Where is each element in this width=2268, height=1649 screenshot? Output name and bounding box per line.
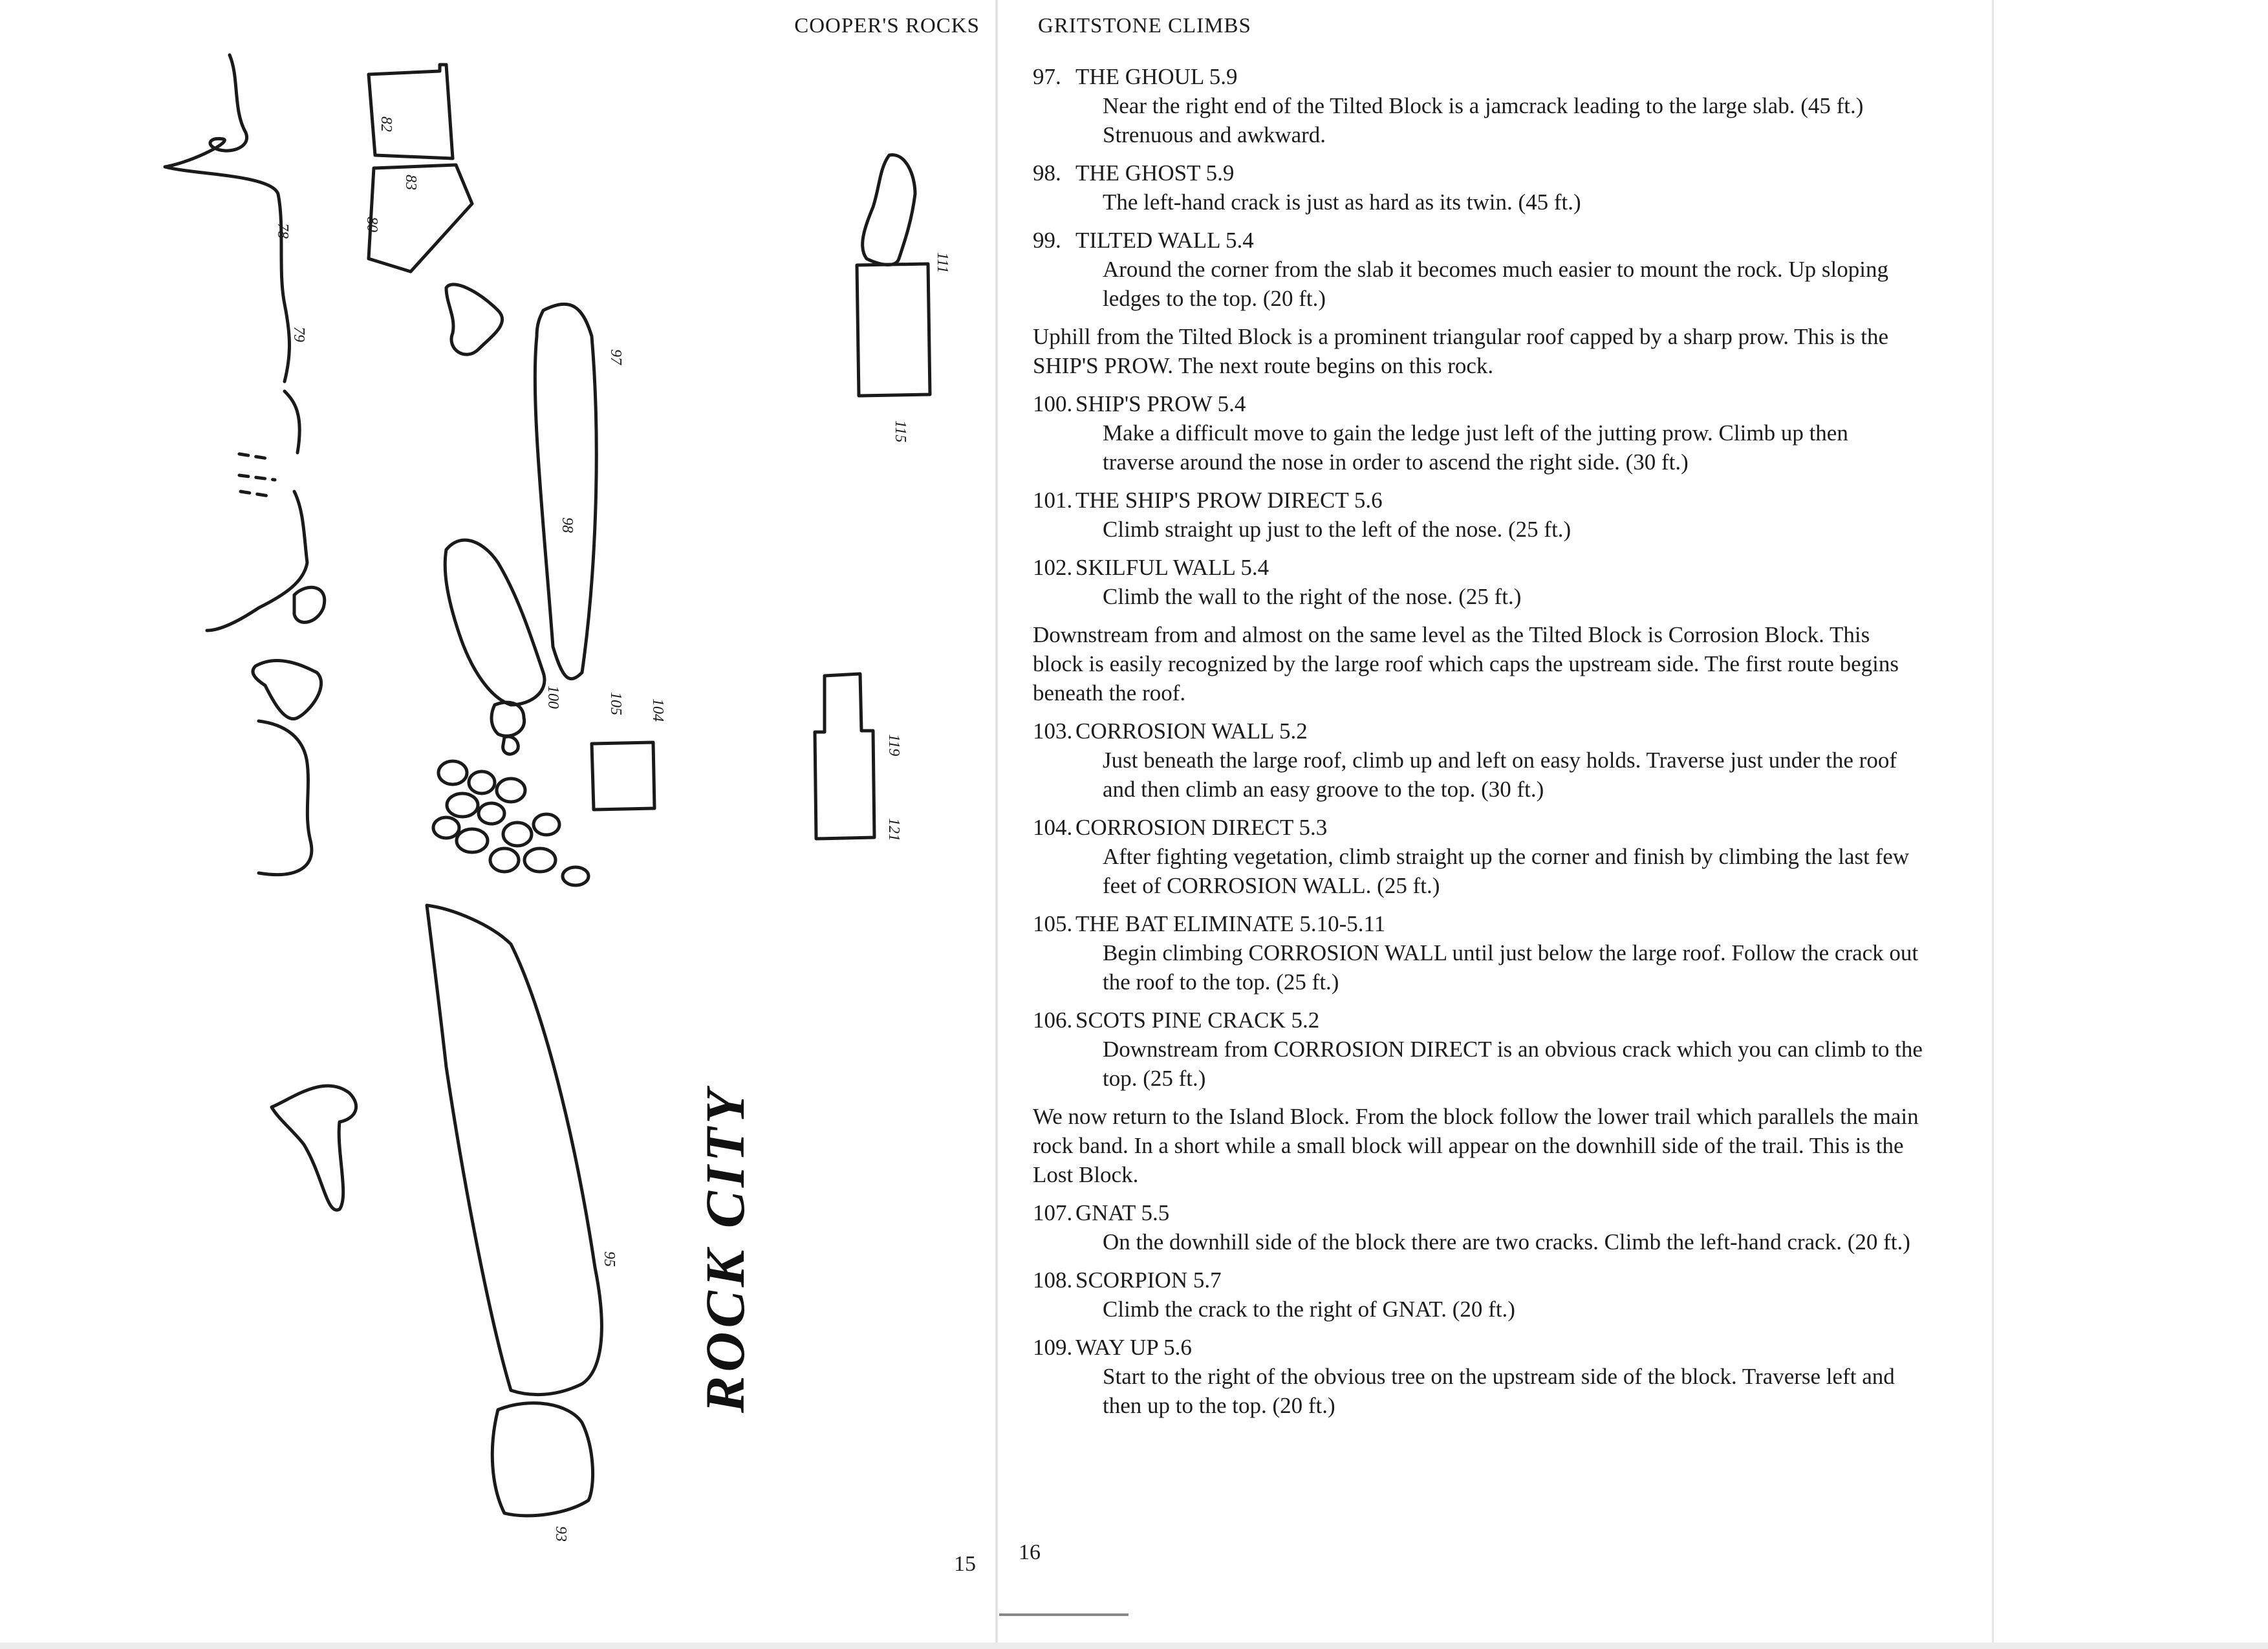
route-number: 108. (1033, 1267, 1073, 1293)
block-80-83 (369, 165, 472, 272)
route-description: Start to the right of the obvious tree on the upstream side of the block. Traverse left and then up to the top. (20 ft.) (1103, 1364, 1895, 1418)
route-name: GNAT 5.5 (1075, 1200, 1170, 1225)
approach-paragraph: Uphill from the Tilted Block is a prominent triangular roof capped by a sharp prow. This is the SHIP'S PROW. The next route begins on this rock. (1033, 324, 1888, 378)
route-104 (1033, 813, 1925, 900)
map-label-97: 97 (607, 349, 624, 365)
map-label-79: 79 (290, 327, 307, 342)
running-header-left: COOPER'S ROCKS (794, 14, 980, 38)
right-page (999, 0, 1998, 1649)
route-number: 105. (1033, 911, 1073, 936)
block-93 (492, 1403, 592, 1516)
rock-city-map (0, 0, 999, 1649)
block-97-98 (535, 304, 596, 678)
map-label-82: 82 (378, 116, 394, 132)
map-label-83: 83 (402, 175, 419, 190)
left-page (0, 0, 999, 1649)
block-82 (369, 65, 453, 158)
map-label-121: 121 (885, 818, 902, 841)
map-label-93: 93 (552, 1526, 569, 1542)
book-gutter (995, 0, 999, 1649)
block-111-prow (863, 155, 915, 265)
map-label-115: 115 (892, 420, 909, 443)
route-name: SCOTS PINE CRACK 5.2 (1075, 1008, 1320, 1033)
route-name: TILTED WALL 5.4 (1075, 228, 1254, 253)
route-name: THE GHOST 5.9 (1075, 160, 1235, 186)
route-description: Just beneath the large roof, climb up and left on easy holds. Traverse just under the roof and then climb an easy groove to the top. (30 ft.) (1103, 748, 1897, 802)
page-number-right: 16 (1019, 1540, 1041, 1564)
route-107 (1033, 1198, 1925, 1256)
route-name: THE BAT ELIMINATE 5.10-5.11 (1075, 911, 1386, 936)
route-number: 98. (1033, 160, 1061, 186)
map-label-95: 95 (601, 1251, 618, 1267)
route-name: CORROSION WALL 5.2 (1075, 718, 1308, 744)
page-edge-shadow (999, 1613, 1129, 1616)
route-98 (1033, 158, 1925, 217)
map-label-100: 100 (545, 685, 561, 709)
rock-band-bottom (259, 721, 312, 875)
map-label-98: 98 (559, 517, 576, 533)
route-102 (1033, 553, 1925, 611)
route-description: After fighting vegetation, climb straight up the corner and finish by climbing the last few feet of CORROSION WALL. (25 ft.) (1103, 844, 1910, 898)
route-name: SKILFUL WALL 5.4 (1075, 555, 1269, 580)
map-label-104: 104 (649, 698, 666, 722)
route-number: 99. (1033, 228, 1061, 253)
rock-band-dashes (239, 454, 275, 497)
route-103 (1033, 717, 1925, 804)
route-number: 107. (1033, 1200, 1073, 1225)
rock-band-mid (285, 391, 299, 453)
rock-band-upper (165, 55, 290, 382)
block-105 (592, 742, 654, 810)
small-boulder-100 (491, 702, 524, 736)
route-description: Near the right end of the Tilted Block is a jamcrack leading to the large slab. (45 ft.) (1103, 93, 1864, 118)
route-number: 109. (1033, 1335, 1073, 1360)
block-119-121 (815, 674, 874, 839)
map-label-119: 119 (885, 734, 902, 757)
route-100 (1033, 389, 1925, 477)
map-label-78: 78 (274, 223, 291, 239)
block-95 (427, 905, 601, 1395)
route-108 (1033, 1266, 1925, 1324)
route-name: CORROSION DIRECT 5.3 (1075, 815, 1328, 840)
route-99 (1033, 226, 1925, 313)
route-number: 101. (1033, 488, 1073, 513)
page-number-left: 15 (954, 1552, 976, 1576)
route-name: SHIP'S PROW 5.4 (1075, 391, 1246, 416)
route-description: Climb straight up just to the left of the nose. (25 ft.) (1103, 517, 1571, 542)
route-name: SCORPION 5.7 (1075, 1267, 1222, 1293)
route-description: On the downhill side of the block there are two cracks. Climb the left-hand crack. (20 ft.) (1103, 1229, 1910, 1255)
route-number: 97. (1033, 64, 1061, 89)
block-ships-prow (445, 540, 545, 705)
route-name: THE SHIP'S PROW DIRECT 5.6 (1075, 488, 1383, 513)
route-106 (1033, 1006, 1925, 1093)
route-number: 102. (1033, 555, 1073, 580)
map-label-111: 111 (934, 252, 951, 274)
route-description: Downstream from CORROSION DIRECT is an obvious crack which you can climb to the top. (25 ft.) (1103, 1037, 1923, 1091)
page-right-edge (1992, 0, 1994, 1649)
route-name: WAY UP 5.6 (1075, 1335, 1192, 1360)
route-description: Climb the wall to the right of the nose. (25 ft.) (1103, 584, 1522, 609)
route-105 (1033, 909, 1925, 997)
running-header-right: GRITSTONE CLIMBS (1038, 14, 1251, 38)
boulder-cluster-2 (253, 660, 321, 718)
route-description: The left-hand crack is just as hard as its twin. (45 ft.) (1103, 189, 1581, 215)
scan-bottom-edge (0, 1643, 2268, 1649)
route-name: THE GHOUL 5.9 (1075, 64, 1238, 89)
small-boulder-100b (503, 737, 519, 754)
route-description: Climb the crack to the right of GNAT. (20 ft.) (1103, 1297, 1515, 1322)
small-boulder-1 (446, 285, 502, 354)
map-title-rock-city: ROCK CITY (694, 1086, 756, 1413)
route-number: 103. (1033, 718, 1073, 744)
boulder-cluster-1 (294, 587, 325, 622)
approach-paragraph: Downstream from and almost on the same level as the Tilted Block is Corrosion Block. This block is easily recognized by the large roof which caps the upstream side. The first route begins beneath the roof. (1033, 622, 1899, 706)
block-115 (857, 264, 930, 396)
route-description: Make a difficult move to gain the ledge just left of the jutting prow. Climb up then traverse around the nose in order to ascend the right side. (30 ft.) (1103, 420, 1848, 475)
route-101 (1033, 486, 1925, 544)
route-list (1033, 62, 1925, 1429)
route-description: Strenuous and awkward. (1103, 122, 1326, 147)
rock-band-lower (207, 491, 307, 630)
route-description: Begin climbing CORROSION WALL until just below the large roof. Follow the crack out the roof to the top. (25 ft.) (1103, 940, 1919, 995)
route-number: 104. (1033, 815, 1073, 840)
route-number: 106. (1033, 1008, 1073, 1033)
map-label-105: 105 (607, 692, 624, 715)
route-number: 100. (1033, 391, 1073, 416)
map-label-80: 80 (363, 217, 380, 232)
route-description: Around the corner from the slab it becomes much easier to mount the rock. Up sloping ledges to the top. (20 ft.) (1103, 257, 1888, 311)
route-97 (1033, 62, 1925, 149)
approach-paragraph: We now return to the Island Block. From the block follow the lower trail which parallels the main rock band. In a short while a small block will appear on the downhill side of the trail. This is the Lost Block. (1033, 1104, 1919, 1187)
route-109 (1033, 1333, 1925, 1420)
boulder-left-1 (272, 1086, 356, 1210)
